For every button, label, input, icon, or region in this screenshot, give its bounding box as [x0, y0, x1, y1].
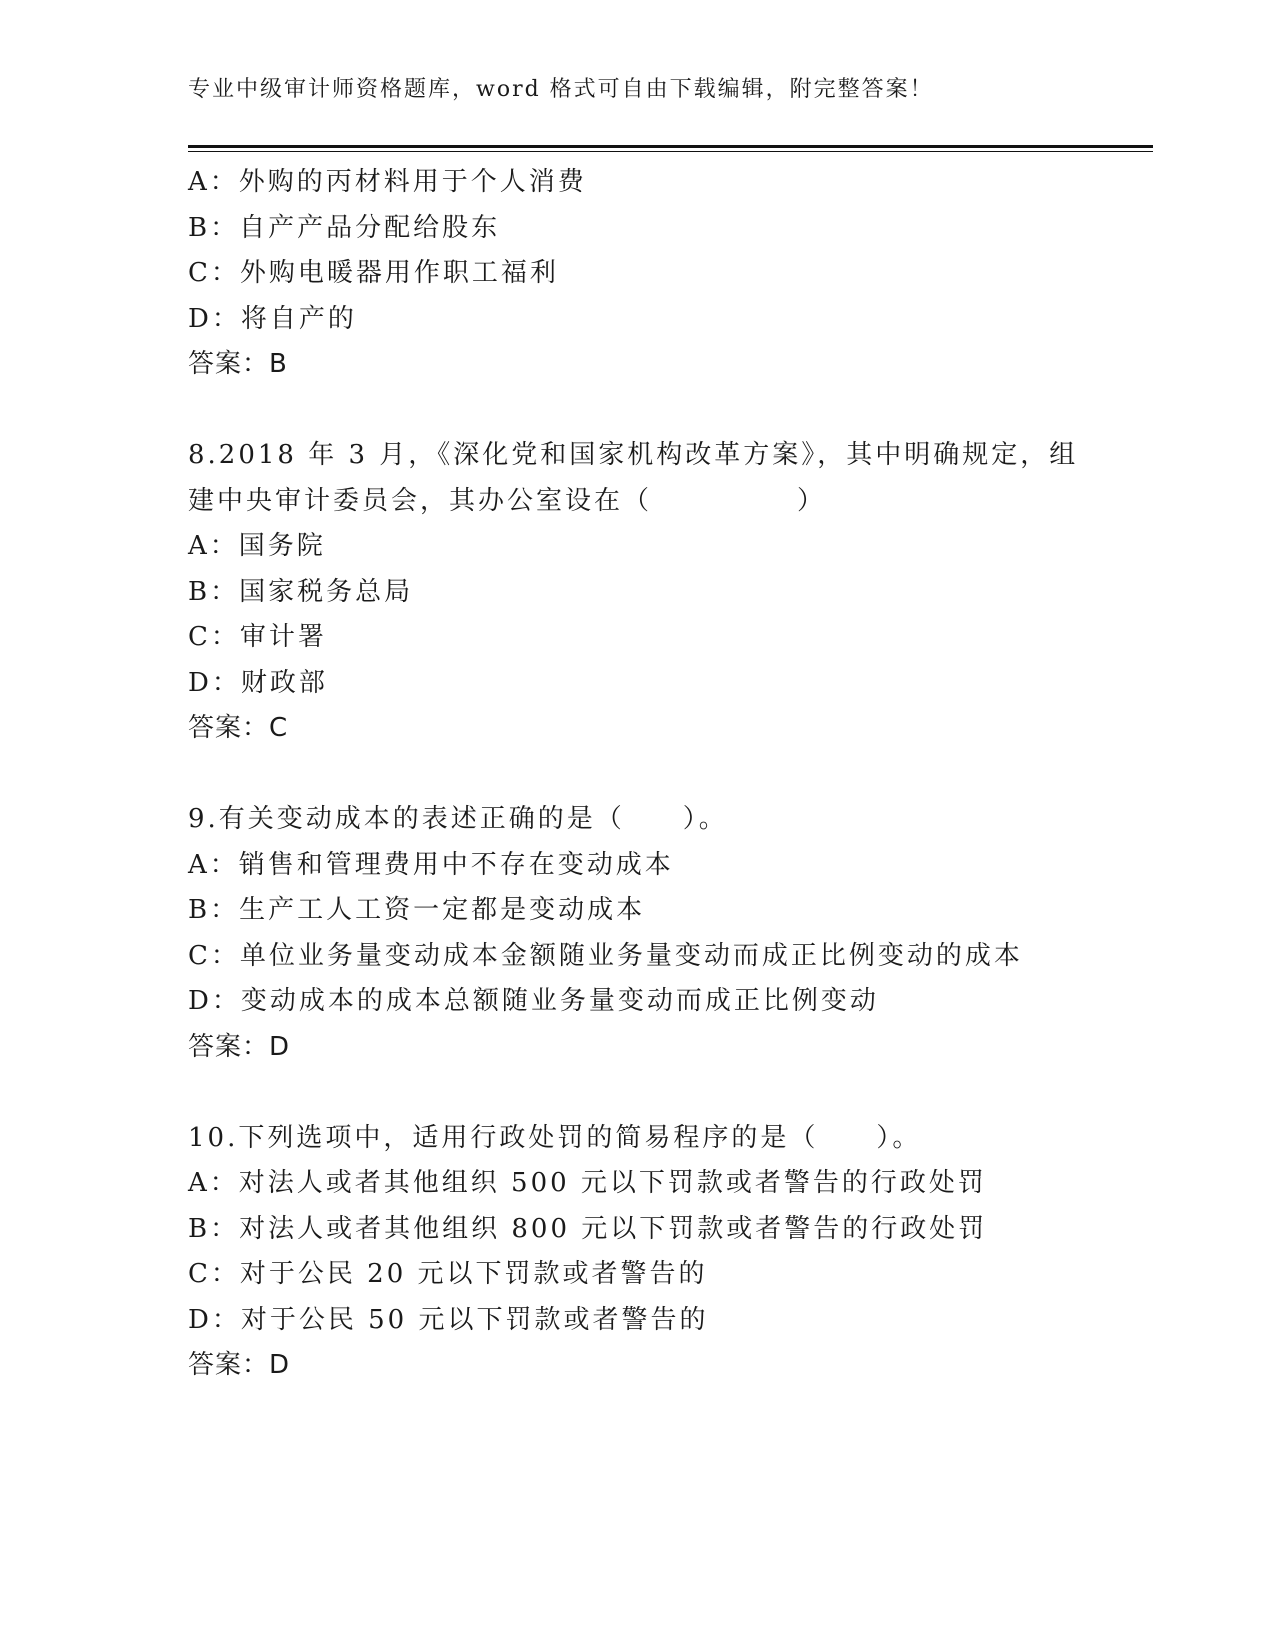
- question-text: 8.2018 年 3 月，《深化党和国家机构改革方案》，其中明确规定，组: [188, 440, 1079, 470]
- spacer: [188, 388, 1088, 434]
- option-c: C：外购电暖器用作职工福利: [188, 258, 559, 288]
- page-header: 专业中级审计师资格题库，word 格式可自由下载编辑，附完整答案！: [188, 77, 934, 102]
- header-rule-thin: [188, 151, 1153, 152]
- spacer: [188, 752, 1088, 798]
- option-b: B：自产产品分配给股东: [188, 212, 501, 243]
- question-text: 9.有关变动成本的表述正确的是（ ）。: [188, 804, 728, 834]
- option-b: B：对法人或者其他组织 800 元以下罚款或者警告的行政处罚: [188, 1213, 988, 1244]
- option-a: A：国务院: [188, 531, 326, 561]
- question-10-block: [188, 1116, 1088, 1389]
- question-8-block: [188, 433, 1088, 752]
- option-d: D：变动成本的成本总额随业务量变动而成正比例变动: [188, 986, 879, 1016]
- question-7-block: [188, 160, 1088, 388]
- answer-label: 答案：D: [188, 1350, 291, 1380]
- answer-label: 答案：C: [188, 713, 289, 743]
- option-a: A：销售和管理费用中不存在变动成本: [188, 849, 674, 880]
- question-9-block: [188, 797, 1088, 1070]
- option-d: D：将自产的: [188, 303, 357, 334]
- answer-label: 答案：B: [188, 349, 288, 379]
- question-text-continued: 建中央审计委员会，其办公室设在（ ）: [188, 485, 827, 516]
- header-rule-thick: [188, 145, 1153, 148]
- answer-label: 答案：D: [188, 1031, 291, 1062]
- question-content: [188, 160, 1088, 1389]
- option-c: C：审计署: [188, 622, 327, 652]
- option-c: C：对于公民 20 元以下罚款或者警告的: [188, 1259, 708, 1289]
- option-a: A：对法人或者其他组织 500 元以下罚款或者警告的行政处罚: [188, 1168, 987, 1198]
- option-a: A：外购的丙材料用于个人消费: [188, 167, 587, 197]
- option-b: B：国家税务总局: [188, 576, 414, 607]
- option-d: D：对于公民 50 元以下罚款或者警告的: [188, 1304, 709, 1335]
- spacer: [188, 1070, 1088, 1116]
- option-d: D：财政部: [188, 667, 328, 698]
- option-c: C：单位业务量变动成本金额随业务量变动而成正比例变动的成本: [188, 940, 1023, 971]
- question-text: 10.下列选项中，适用行政处罚的简易程序的是（ ）。: [188, 1122, 922, 1153]
- option-b: B：生产工人工资一定都是变动成本: [188, 895, 646, 925]
